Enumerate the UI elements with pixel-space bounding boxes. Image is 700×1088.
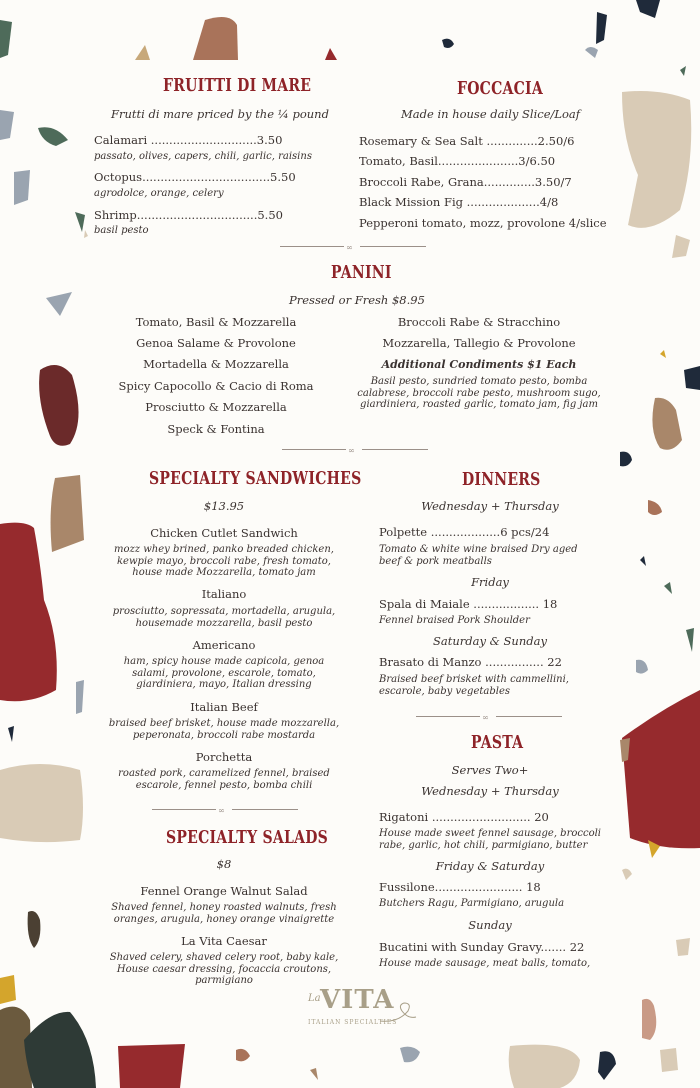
menu-item: Octopus...................................5.50 xyxy=(94,170,296,184)
menu-item: Pepperoni tomato, mozz, provolone 4/slice xyxy=(359,216,607,230)
menu-item-desc: House made sweet fennel sausage, broccoli rabe, garlic, hot chili, parmigiano, butter xyxy=(379,828,601,851)
menu-item-desc: basil pesto xyxy=(94,225,149,236)
pasta-day: Friday & Saturday xyxy=(435,859,545,873)
foccacia-subtitle: Made in house daily Slice/Loaf xyxy=(401,107,581,121)
logo-swirl xyxy=(378,997,418,1027)
menu-item: Broccoli Rabe, Grana..............3.50/7 xyxy=(359,175,572,189)
logo-prefix: La xyxy=(308,993,321,1004)
la-vita-logo xyxy=(300,985,420,1035)
menu-item-desc: House made sausage, meat balls, tomato, xyxy=(379,958,591,969)
ornament-divider: ∞ xyxy=(282,446,428,454)
pasta-day: Sunday xyxy=(468,918,512,932)
menu-item: Bucatini with Sunday Gravy....... 22 xyxy=(379,940,585,954)
condiments-desc: Basil pesto, sundried tomato pesto, bomba calabrese, broccoli rabe pesto, mushroom sugo, giardiniera, roasted garlic, tomato jam, fig jam xyxy=(357,376,601,410)
panini-item: Speck & Fontina xyxy=(167,422,265,436)
menu-item-desc: Tomato & white wine braised Dry aged beef & pork meatballs xyxy=(379,544,578,567)
fruitti-subtitle: Frutti di mare priced by the ¼ pound xyxy=(111,107,329,121)
menu-item-desc: Braised beef brisket with cammellini, escarole, baby vegetables xyxy=(379,674,569,697)
sandwich-name: Porchetta xyxy=(195,750,253,764)
condiments-title: Additional Condiments $1 Each xyxy=(381,358,577,371)
panini-item: Prosciutto & Mozzarella xyxy=(145,400,287,414)
logo-tagline: ITALIAN SPECIALTIES xyxy=(308,1019,398,1026)
salad-name: Fennel Orange Walnut Salad xyxy=(140,884,308,898)
menu-item-desc: agrodolce, orange, celery xyxy=(94,188,224,199)
menu-item: Brasato di Manzo ................ 22 xyxy=(379,655,562,669)
salad-desc: Shaved celery, shaved celery root, baby kale, House caesar dressing, focaccia croutons, parmigiano xyxy=(109,952,339,986)
panini-item: Broccoli Rabe & Stracchino xyxy=(397,315,561,329)
sandwich-name: Italian Beef xyxy=(190,700,258,714)
sandwich-desc: ham, spicy house made capicola, genoa salami, provolone, escarole, tomato, giardiniera, mayo, Italian dressing xyxy=(123,656,325,690)
sandwich-desc: mozz whey brined, panko breaded chicken, kewpie mayo, broccoli rabe, fresh tomato, house made Mozzarella, tomato jam xyxy=(114,544,334,578)
fruitti-title: FRUITTI DI MARE xyxy=(163,75,312,96)
salads-title: SPECIALTY SALADS xyxy=(166,827,328,848)
panini-subtitle: Pressed or Fresh $8.95 xyxy=(289,293,425,307)
sandwich-name: Italiano xyxy=(201,587,247,601)
logo-word: VITA xyxy=(320,985,395,1015)
menu-item: Shrimp.................................5.50 xyxy=(94,208,283,222)
ornament-divider: ∞ xyxy=(152,806,298,814)
menu-item: Spala di Maiale .................. 18 xyxy=(379,597,558,611)
sandwiches-price: $13.95 xyxy=(203,499,245,513)
sandwich-desc: prosciutto, sopressata, mortadella, arugula, housemade mozzarella, basil pesto xyxy=(112,606,336,629)
menu-item-desc: Butchers Ragu, Parmigiano, arugula xyxy=(379,898,565,909)
sandwiches-title: SPECIALTY SANDWICHES xyxy=(149,468,362,489)
panini-title: PANINI xyxy=(331,262,392,283)
ornament-divider: ∞ xyxy=(280,243,426,251)
pasta-title: PASTA xyxy=(471,732,524,753)
salad-desc: Shaved fennel, honey roasted walnuts, fresh oranges, arugula, honey orange vinaigrette xyxy=(111,902,337,925)
salad-name: La Vita Caesar xyxy=(181,934,267,948)
menu-item: Polpette ...................6 pcs/24 xyxy=(379,525,550,539)
menu-item: Black Mission Fig ....................4/8 xyxy=(359,195,559,209)
salads-price: $8 xyxy=(216,857,232,871)
sandwich-desc: roasted pork, caramelized fennel, braised escarole, fennel pesto, bomba chili xyxy=(118,768,330,791)
dinners-title: DINNERS xyxy=(462,469,541,490)
ornament-divider: ∞ xyxy=(416,713,562,721)
panini-item: Tomato, Basil & Mozzarella xyxy=(135,315,297,329)
dinners-day: Wednesday + Thursday xyxy=(421,499,559,513)
panini-item: Spicy Capocollo & Cacio di Roma xyxy=(118,379,314,393)
dinners-day: Friday xyxy=(471,575,509,589)
dinners-day: Saturday & Sunday xyxy=(433,634,547,648)
panini-item: Genoa Salame & Provolone xyxy=(136,336,296,350)
menu-item: Calamari .............................3.50 xyxy=(94,133,283,147)
menu-item: Fussilone........................ 18 xyxy=(379,880,541,894)
foccacia-title: FOCCACIA xyxy=(457,78,543,99)
sandwich-desc: braised beef brisket, house made mozzarella, peperonata, broccoli rabe mostarda xyxy=(108,718,340,741)
menu-item: Rosemary & Sea Salt ..............2.50/6 xyxy=(359,134,575,148)
menu-item: Tomato, Basil......................3/6.50 xyxy=(359,154,556,168)
menu-item-desc: passato, olives, capers, chili, garlic, raisins xyxy=(94,151,312,162)
panini-item: Mozzarella, Tallegio & Provolone xyxy=(382,336,576,350)
sandwich-name: Chicken Cutlet Sandwich xyxy=(150,526,298,540)
sandwich-name: Americano xyxy=(192,638,256,652)
pasta-serves: Serves Two+ xyxy=(451,763,529,777)
panini-item: Mortadella & Mozzarella xyxy=(143,357,289,371)
menu-item: Rigatoni ........................... 20 xyxy=(379,810,549,824)
pasta-day: Wednesday + Thursday xyxy=(421,784,559,798)
menu-item-desc: Fennel braised Pork Shoulder xyxy=(379,615,530,626)
